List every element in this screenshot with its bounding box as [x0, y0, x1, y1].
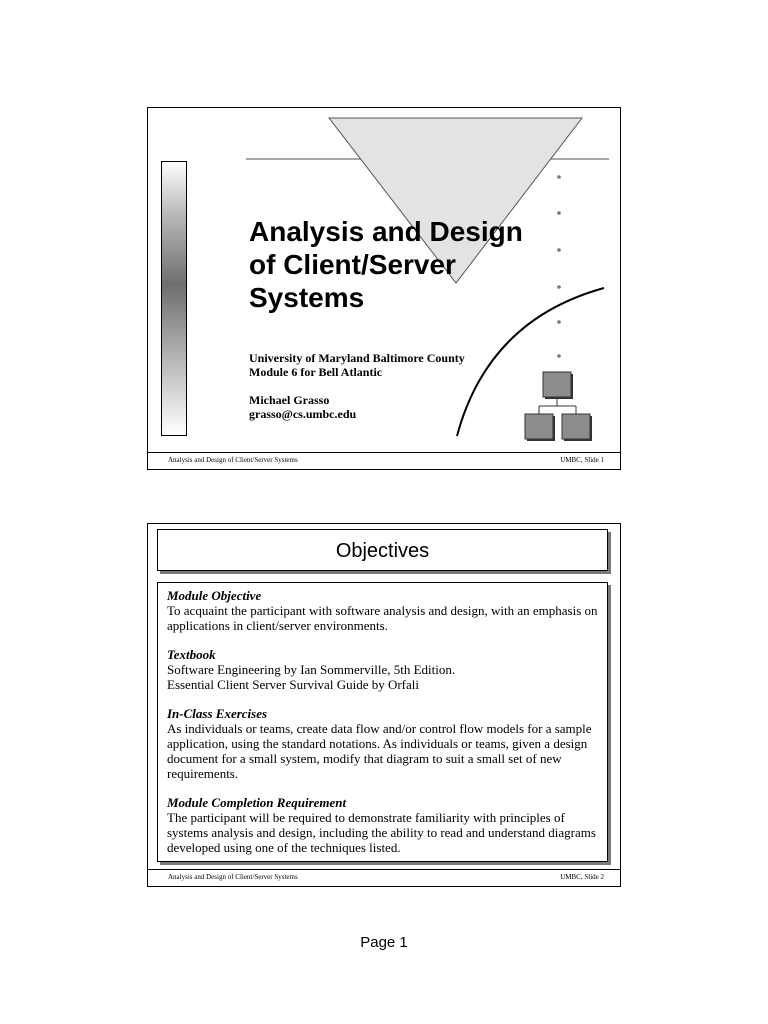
section-completion-requirement	[167, 795, 601, 855]
textbook-line: Software Engineering by Ian Sommerville, 5th Edition.	[167, 662, 456, 677]
module-name: Module 6 for Bell Atlantic	[249, 365, 383, 379]
footer-title: Analysis and Design of Client/Server Systems	[168, 873, 298, 881]
dot-icon	[557, 175, 561, 179]
footer-slide-number: UMBC, Slide 2	[560, 873, 604, 881]
dot-icon	[557, 354, 561, 358]
slide-footer	[148, 452, 620, 469]
footer-slide-number: UMBC, Slide 1	[560, 456, 604, 464]
dot-icon	[557, 320, 561, 324]
section-heading: Module Completion Requirement	[167, 795, 347, 810]
slide-footer	[148, 869, 620, 886]
course-info	[249, 351, 509, 421]
hierarchy-diagram-icon	[525, 372, 592, 441]
section-text: To acquaint the participant with software analysis and design, with an emphasis on applications in client/server environments.	[167, 603, 598, 633]
university-name: University of Maryland Baltimore County	[249, 351, 465, 365]
author-email: grasso@cs.umbc.edu	[249, 407, 357, 421]
slide-1	[147, 107, 621, 470]
author-name: Michael Grasso	[249, 393, 330, 407]
slide-title: Objectives	[157, 529, 608, 571]
footer-title: Analysis and Design of Client/Server Systems	[168, 456, 298, 464]
section-text: As individuals or teams, create data flow and/or control flow models for a sample application, using the standard notations. As individuals or teams, given a design document for a small system, modify that diagram to suit a small set of new requirements.	[167, 721, 592, 781]
section-heading: In-Class Exercises	[167, 706, 268, 721]
section-textbook	[167, 647, 601, 692]
slide-2	[147, 523, 621, 887]
page-number: Page 1	[360, 934, 408, 951]
section-in-class-exercises	[167, 706, 601, 781]
objectives-body	[157, 582, 608, 862]
section-module-objective	[167, 588, 601, 633]
textbook-line: Essential Client Server Survival Guide by Orfali	[167, 677, 420, 692]
gradient-side-bar	[161, 161, 187, 436]
section-heading: Module Objective	[167, 588, 262, 603]
section-heading: Textbook	[167, 647, 216, 662]
slide-title: Analysis and Design of Client/Server Systems	[249, 216, 523, 313]
section-text: The participant will be required to demonstrate familiarity with principles of systems analysis and design, including the ability to read and understand diagrams developed using one of the techniques listed.	[167, 810, 596, 855]
